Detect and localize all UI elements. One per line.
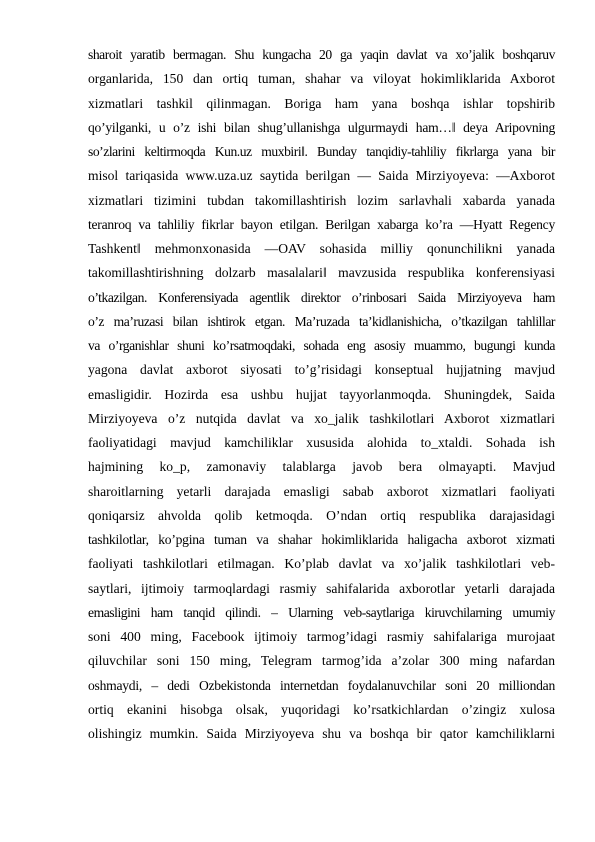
text-line: Tashkent‖ mehmonxonasida ―OAV sohasida milliy qonunchilikni yanada <box>88 241 555 256</box>
text-line: takomillashtirishning dolzarb masalalari‖ mavzusida respublika konferensiyasi <box>88 265 555 281</box>
text-line: olishingiz mumkin. Saida Mirziyoyeva shu va boshqa bir qator kamchiliklarni <box>88 726 555 741</box>
text-line: emasligidir. Hozirda esa ushbu hujjat tayyorlanmoqda. Shuningdek, Saida <box>88 386 555 402</box>
text-line: va o’rganishlar shuni ko’rsatmoqdaki, sohada eng asosiy muammo, bugungi kunda <box>88 338 555 353</box>
text-line: sharoit yaratib bermagan. Shu kungacha 20 ga yaqin davlat va xo’jalik boshqaruv <box>88 47 555 62</box>
text-line: misol tariqasida www.uza.uz saytida berilgan — Saida Mirziyoyeva: ―Axborot <box>88 168 555 184</box>
text-line: saytlari, ijtimoiy tarmoqlardagi rasmiy sahifalarida axborotlar yetarli darajada <box>88 580 555 596</box>
text-line: qo’yilganki, u o’z ishi bilan shug’ullanishga ulgurmaydi ham…‖ deya Aripovning <box>88 119 555 135</box>
text-line: xizmatlari tizimini tubdan takomillashtirish lozim sarlavhali xabarda yanada <box>88 192 555 208</box>
text-line: o’tkazilgan. Konferensiyada agentlik direktor o’rinbosari Saida Mirziyoyeva ham <box>88 289 555 305</box>
text-line: Mirziyoyeva o’z nutqida davlat va xo_jalik tashkilotlari Axborot xizmatlari <box>88 410 555 426</box>
text-line: qiluvchilar soni 150 ming, Telegram tarmog’ida a’zolar 300 ming nafardan <box>88 653 555 669</box>
text-line: yagona davlat axborot siyosati to’g’risidagi konseptual hujjatning mavjud <box>88 362 555 378</box>
text-line: faoliyatidagi mavjud kamchiliklar xususida alohida to_xtaldi. Sohada ish <box>88 435 555 450</box>
text-line: qoniqarsiz ahvolda qolib ketmoqda. O’ndan ortiq respublika darajasidagi <box>88 507 555 523</box>
text-line: o’z ma’ruzasi bilan ishtirok etgan. Ma’ruzada ta’kidlanishicha, o’tkazilgan tahlillar <box>88 313 555 329</box>
text-line: ortiq ekanini hisobga olsak, yuqoridagi ko’rsatkichlardan o’zingiz xulosa <box>88 701 555 717</box>
text-line: faoliyati tashkilotlari etilmagan. Ko’plab davlat va xo’jalik tashkilotlari veb- <box>88 556 555 572</box>
text-line: xizmatlari tashkil qilinmagan. Boriga ham yana boshqa ishlar topshirib <box>88 95 555 111</box>
text-line: teranroq va tahliliy fikrlar bayon etilgan. Berilgan xabarga ko’ra ―Hyatt Regency <box>88 216 555 232</box>
body-text <box>88 43 555 746</box>
text-line: hajmining ko_p, zamonaviy talablarga javob bera olmayapti. Mavjud <box>88 459 555 475</box>
text-line: tashkilotlar, ko’pgina tuman va shahar hokimliklarida haligacha axborot xizmati <box>88 532 555 547</box>
text-line: emasligini ham tanqid qilindi. – Ularning veb-saytlariga kiruvchilarning umumiy <box>88 604 555 620</box>
text-line: oshmaydi, – dedi Ozbekistonda internetdan foydalanuvchilar soni 20 milliondan <box>88 677 555 693</box>
text-line: sharoitlarning yetarli darajada emasligi sabab axborot xizmatlari faoliyati <box>88 483 555 499</box>
text-line: so’zlarini keltirmoqda Kun.uz muxbiri‖. Bunday tanqidiy-tahliliy fikrlarga yana bir <box>88 144 555 159</box>
text-line: organlarida, 150 dan ortiq tuman, shahar va viloyat hokimliklarida Axborot <box>88 71 555 87</box>
text-line: soni 400 ming, Facebook ijtimoiy tarmog’idagi rasmiy sahifalariga murojaat <box>88 629 555 644</box>
